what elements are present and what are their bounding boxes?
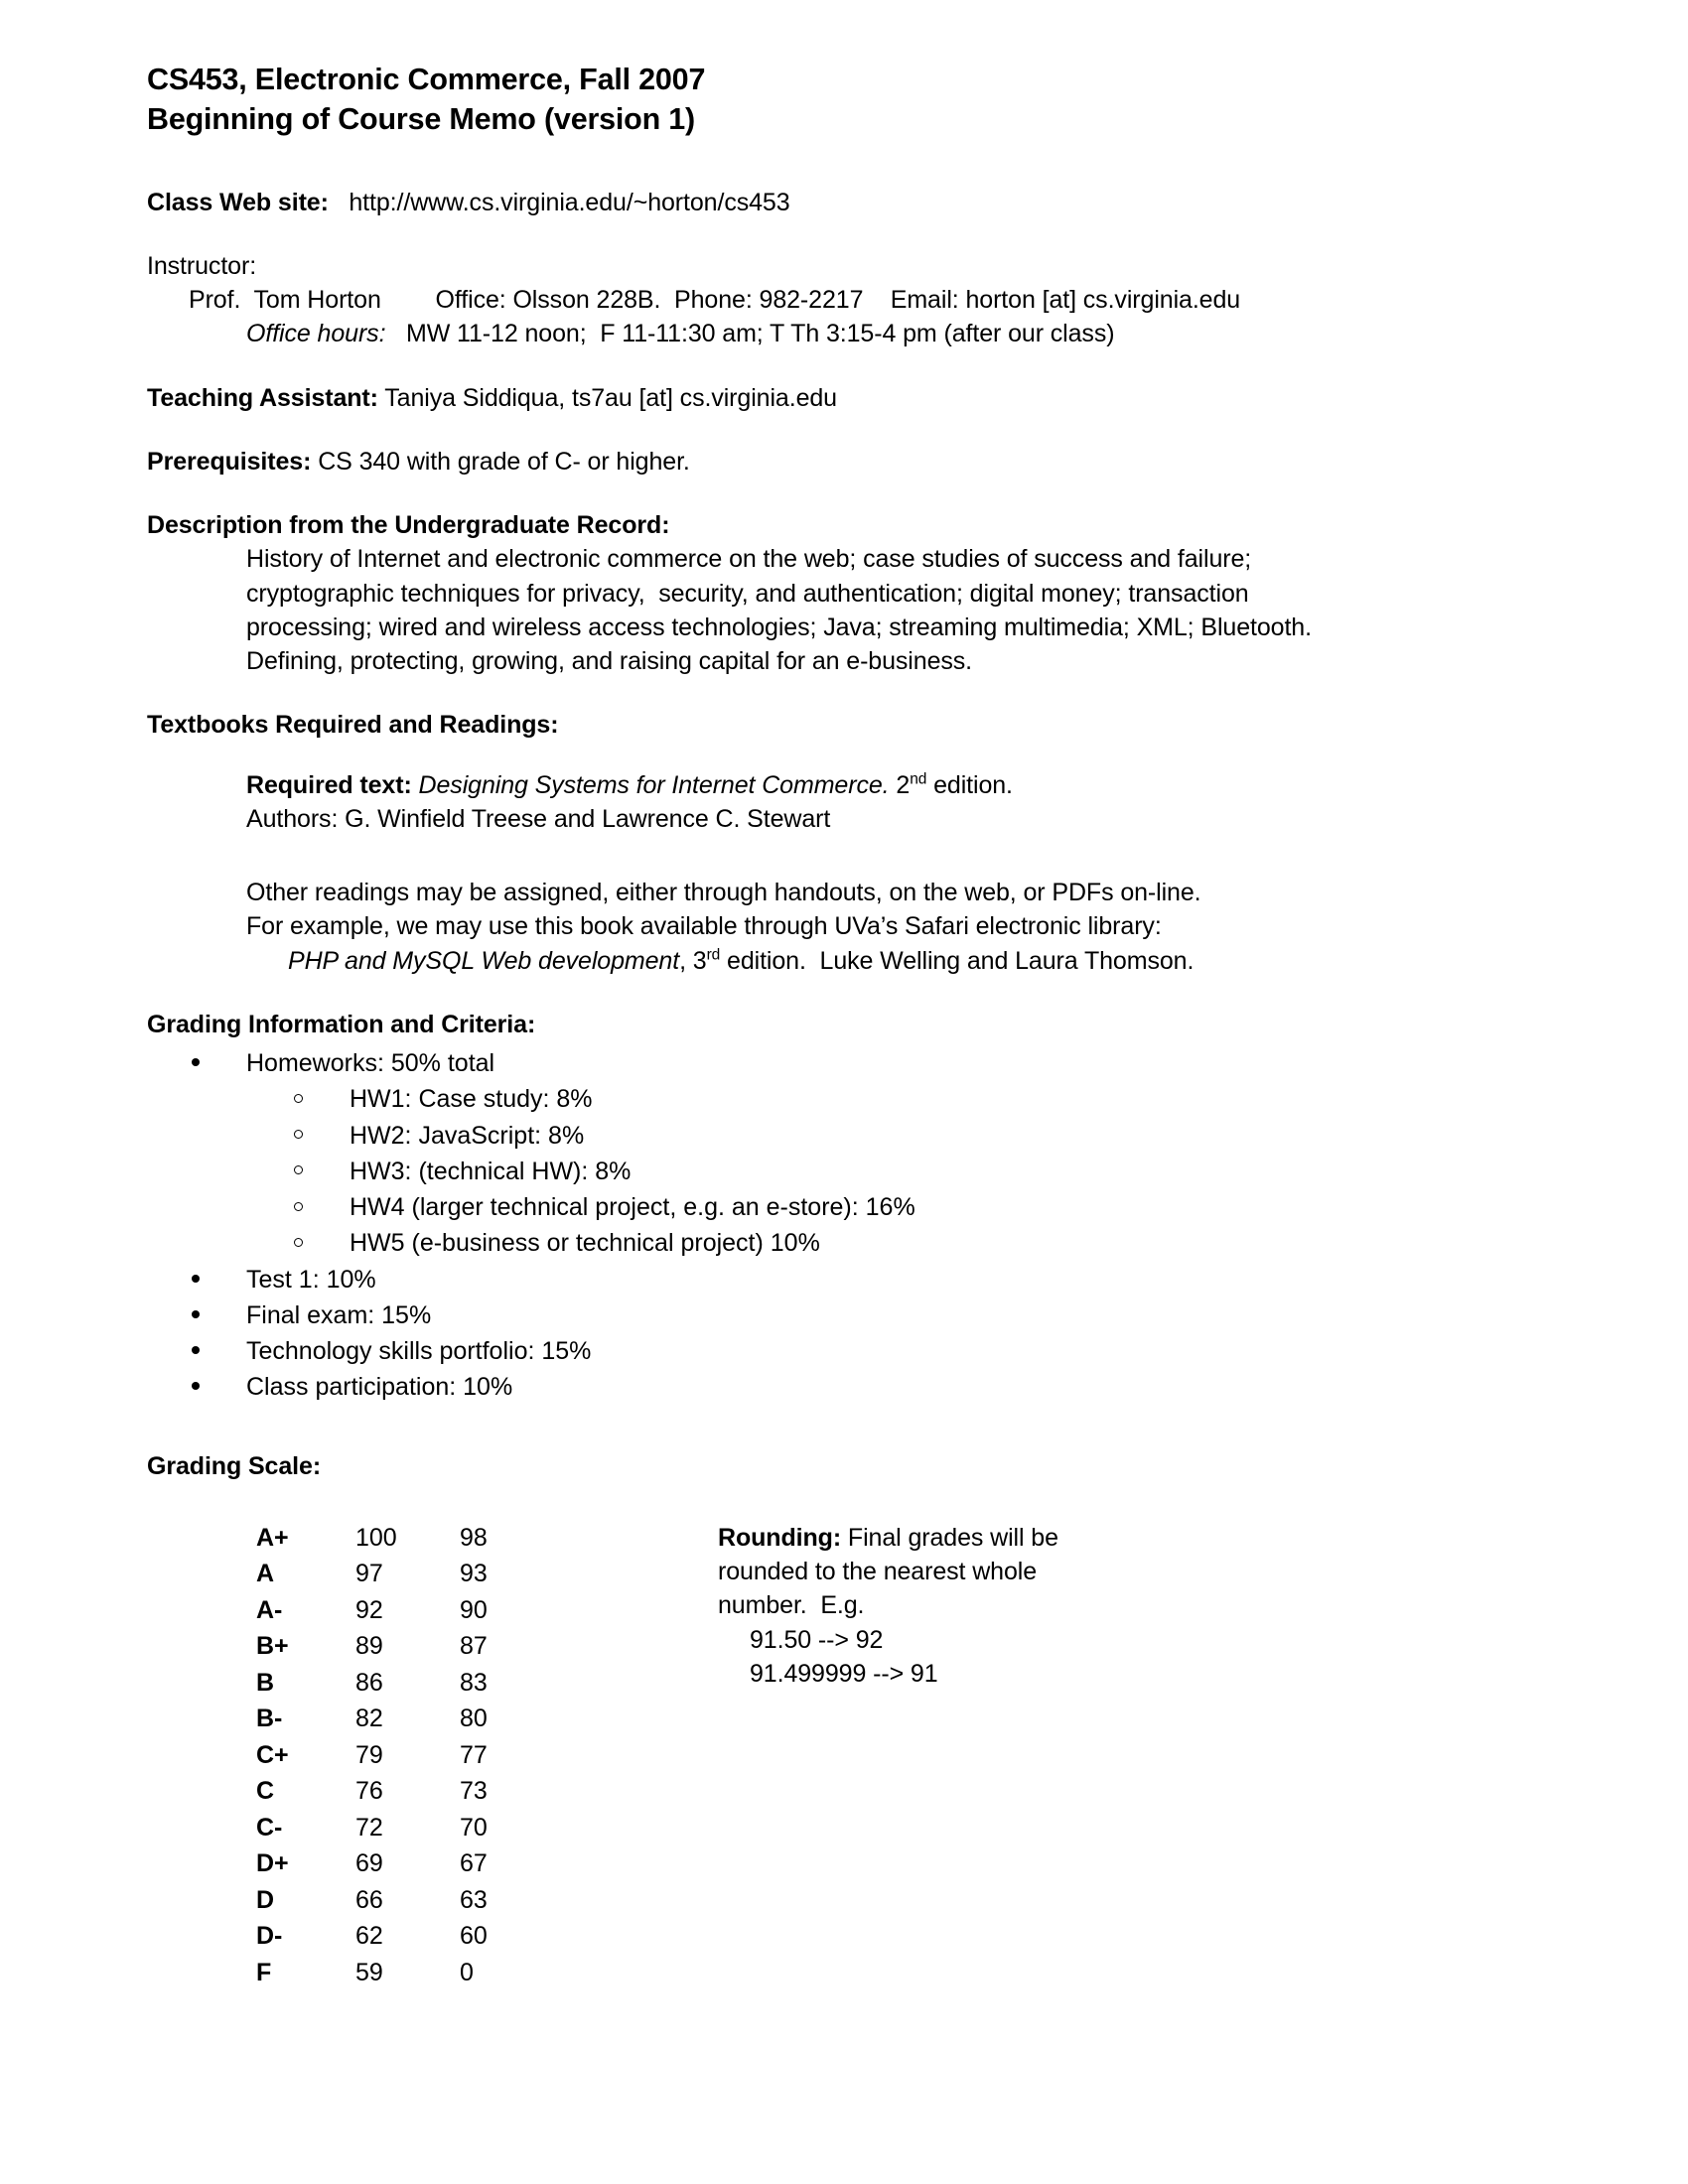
list-item-label: Test 1: 10% [246, 1265, 376, 1294]
circle-bullet-icon [294, 1238, 303, 1247]
grade-low: 67 [460, 1849, 488, 1878]
grade-letter: B- [256, 1705, 283, 1733]
office-hours-label: Office hours: [246, 320, 386, 348]
description-line: Defining, protecting, growing, and raising capital for an e-business. [246, 647, 973, 675]
table-row [256, 1593, 549, 1630]
instructor-details-line [147, 283, 1537, 317]
grading-scale-and-rounding [147, 1521, 1537, 1992]
table-row [256, 1883, 549, 1920]
grading-criteria-list [147, 1045, 1537, 1406]
description-text [147, 542, 1537, 678]
grade-letter: B+ [256, 1632, 289, 1661]
spacer [147, 836, 1537, 876]
required-text-block [147, 768, 1537, 837]
grade-low: 77 [460, 1740, 488, 1769]
grading-scale-section [147, 1449, 1537, 1992]
rounding-example-1: 91.50 --> 92 [750, 1625, 884, 1654]
grade-low: 98 [460, 1523, 488, 1552]
required-text-line [246, 768, 1537, 802]
prerequisites-label: Prerequisites: [147, 447, 312, 476]
required-text-authors: Authors: G. Winfield Treese and Lawrence C. Stewart [246, 804, 831, 833]
grading-information-section [147, 1008, 1537, 1406]
prerequisites-line [147, 445, 1537, 478]
grade-low: 90 [460, 1595, 488, 1624]
list-item-label: Homeworks: 50% total [246, 1049, 495, 1077]
grade-high: 62 [355, 1922, 383, 1951]
circle-bullet-icon [294, 1130, 303, 1139]
table-row [256, 1919, 549, 1956]
grade-high: 92 [355, 1595, 383, 1624]
teaching-assistant-section [147, 381, 1537, 415]
grade-low: 63 [460, 1885, 488, 1914]
table-row [256, 1774, 549, 1811]
grade-letter: C- [256, 1813, 283, 1842]
description-line: cryptographic techniques for privacy, security, and authentication; digital money; transaction [246, 579, 1249, 608]
example-book-edition-pre: , 3 [679, 946, 707, 975]
list-item [147, 1333, 1537, 1369]
grading-information-label: Grading Information and Criteria: [147, 1010, 536, 1038]
list-item-label: Final exam: 15% [246, 1300, 432, 1329]
grade-letter: C [256, 1777, 275, 1806]
required-text-title: Designing Systems for Internet Commerce. [418, 770, 890, 799]
required-text-edition-number: 2 [896, 770, 911, 799]
rounding-line-3: number. E.g. [718, 1591, 865, 1620]
rounding-note [718, 1521, 1115, 1992]
example-book-edition-suffix: rd [706, 946, 721, 964]
grade-high: 89 [355, 1632, 383, 1661]
list-item [246, 1118, 1537, 1154]
grade-low: 83 [460, 1668, 488, 1697]
rounding-line-1 [718, 1521, 1115, 1555]
teaching-assistant-line [147, 381, 1537, 415]
table-row [256, 1846, 549, 1883]
class-web-site-line [147, 186, 1537, 219]
grade-low: 73 [460, 1777, 488, 1806]
circle-bullet-icon [294, 1165, 303, 1174]
list-item [246, 1189, 1537, 1225]
description-line: History of Internet and electronic commerce on the web; case studies of success and failure; [246, 545, 1252, 574]
grade-low: 70 [460, 1813, 488, 1842]
table-row [256, 1557, 549, 1593]
office-hours-value: MW 11-12 noon; F 11-11:30 am; T Th 3:15-4 pm (after our class) [405, 320, 1115, 348]
example-book-edition-rest: edition. Luke Welling and Laura Thomson. [720, 946, 1195, 975]
rounding-example-2: 91.499999 --> 91 [750, 1659, 938, 1688]
grade-letter: A [256, 1560, 275, 1588]
description-label: Description from the Undergraduate Record: [147, 511, 670, 539]
grade-high: 66 [355, 1885, 383, 1914]
grade-letter: F [256, 1958, 272, 1986]
example-intro-line: For example, we may use this book available through UVa’s Safari electronic library: [246, 912, 1162, 941]
grade-letter: B [256, 1668, 275, 1697]
instructor-office-hours-line [147, 317, 1537, 350]
table-row [256, 1521, 549, 1558]
grade-low: 0 [460, 1958, 474, 1986]
description-line: processing; wired and wireless access technologies; Java; streaming multimedia; XML; Bluetooth. [246, 613, 1312, 641]
grading-scale-label: Grading Scale: [147, 1451, 322, 1480]
grade-letter: D+ [256, 1849, 289, 1878]
title-line-1: CS453, Electronic Commerce, Fall 2007 [147, 63, 706, 96]
grade-high: 97 [355, 1560, 383, 1588]
rounding-label: Rounding: [718, 1523, 842, 1552]
textbooks-section [147, 708, 1537, 978]
instructor-name: Prof. Tom Horton [189, 286, 381, 314]
circle-bullet-icon [294, 1094, 303, 1103]
grade-high: 100 [355, 1523, 397, 1552]
spacer [147, 743, 1537, 768]
required-text-label: Required text: [246, 770, 412, 799]
teaching-assistant-value: Taniya Siddiqua, ts7au [at] cs.virginia.edu [384, 383, 837, 412]
table-row [256, 1629, 549, 1666]
required-text-edition-rest: edition. [926, 770, 1013, 799]
table-row [256, 1702, 549, 1738]
grade-letter: C+ [256, 1740, 289, 1769]
grade-letter: A- [256, 1595, 283, 1624]
list-item-label: Class participation: 10% [246, 1373, 513, 1402]
grade-high: 59 [355, 1958, 383, 1986]
list-item [147, 1369, 1537, 1405]
list-item-label: Technology skills portfolio: 15% [246, 1337, 592, 1365]
table-row [256, 1811, 549, 1847]
list-item-label: HW4 (larger technical project, e.g. an e-store): 16% [350, 1193, 915, 1221]
grade-letter: D [256, 1885, 275, 1914]
grade-letter: D- [256, 1922, 283, 1951]
bullet-icon [192, 1382, 200, 1390]
grade-high: 76 [355, 1777, 383, 1806]
grading-scale-table [256, 1521, 549, 1992]
document-body [147, 60, 1537, 1991]
circle-bullet-icon [294, 1202, 303, 1211]
example-book-line [246, 944, 1537, 978]
list-item [147, 1297, 1537, 1333]
bullet-icon [192, 1346, 200, 1354]
class-web-site-label: Class Web site: [147, 188, 329, 216]
list-item-label: HW2: JavaScript: 8% [350, 1121, 585, 1150]
teaching-assistant-label: Teaching Assistant: [147, 383, 378, 412]
class-web-site-url[interactable]: http://www.cs.virginia.edu/~horton/cs453 [349, 188, 790, 216]
grade-high: 79 [355, 1740, 383, 1769]
description-section [147, 508, 1537, 678]
table-row [256, 1956, 549, 1992]
prerequisites-value: CS 340 with grade of C- or higher. [318, 447, 690, 476]
grade-high: 69 [355, 1849, 383, 1878]
table-row [256, 1666, 549, 1703]
rounding-line-1-rest: Final grades will be [841, 1523, 1058, 1552]
example-book-title: PHP and MySQL Web development [288, 946, 680, 975]
grade-high: 72 [355, 1813, 383, 1842]
grade-high: 82 [355, 1705, 383, 1733]
instructor-label: Instructor: [147, 251, 257, 280]
table-row [256, 1738, 549, 1775]
title-line-2: Beginning of Course Memo (version 1) [147, 102, 696, 137]
list-item [246, 1154, 1537, 1189]
list-item-label: HW3: (technical HW): 8% [350, 1157, 632, 1185]
textbooks-label: Textbooks Required and Readings: [147, 711, 559, 740]
grade-low: 87 [460, 1632, 488, 1661]
prerequisites-section [147, 445, 1537, 478]
grade-letter: A+ [256, 1523, 289, 1552]
list-item [246, 1225, 1537, 1261]
bullet-icon [192, 1310, 200, 1318]
homework-sublist [246, 1081, 1537, 1261]
bullet-icon [192, 1275, 200, 1283]
instructor-section [147, 249, 1537, 351]
page-title [147, 60, 1537, 140]
list-item-label: HW5 (e-business or technical project) 10% [350, 1229, 820, 1258]
bullet-icon [192, 1058, 200, 1066]
list-item [147, 1045, 1537, 1262]
grade-low: 93 [460, 1560, 488, 1588]
required-text-edition-suffix: nd [910, 770, 927, 788]
grade-high: 86 [355, 1668, 383, 1697]
rounding-line-2: rounded to the nearest whole [718, 1558, 1038, 1585]
list-item [147, 1262, 1537, 1297]
class-web-site-section [147, 186, 1537, 219]
grade-low: 60 [460, 1922, 488, 1951]
list-item-label: HW1: Case study: 8% [350, 1085, 593, 1114]
list-item [246, 1081, 1537, 1117]
other-readings-block [147, 876, 1537, 978]
other-readings-line: Other readings may be assigned, either through handouts, on the web, or PDFs on-line. [246, 879, 1201, 906]
grade-low: 80 [460, 1705, 488, 1733]
instructor-office-phone-email: Office: Olsson 228B. Phone: 982-2217 Email: horton [at] cs.virginia.edu [435, 286, 1241, 314]
